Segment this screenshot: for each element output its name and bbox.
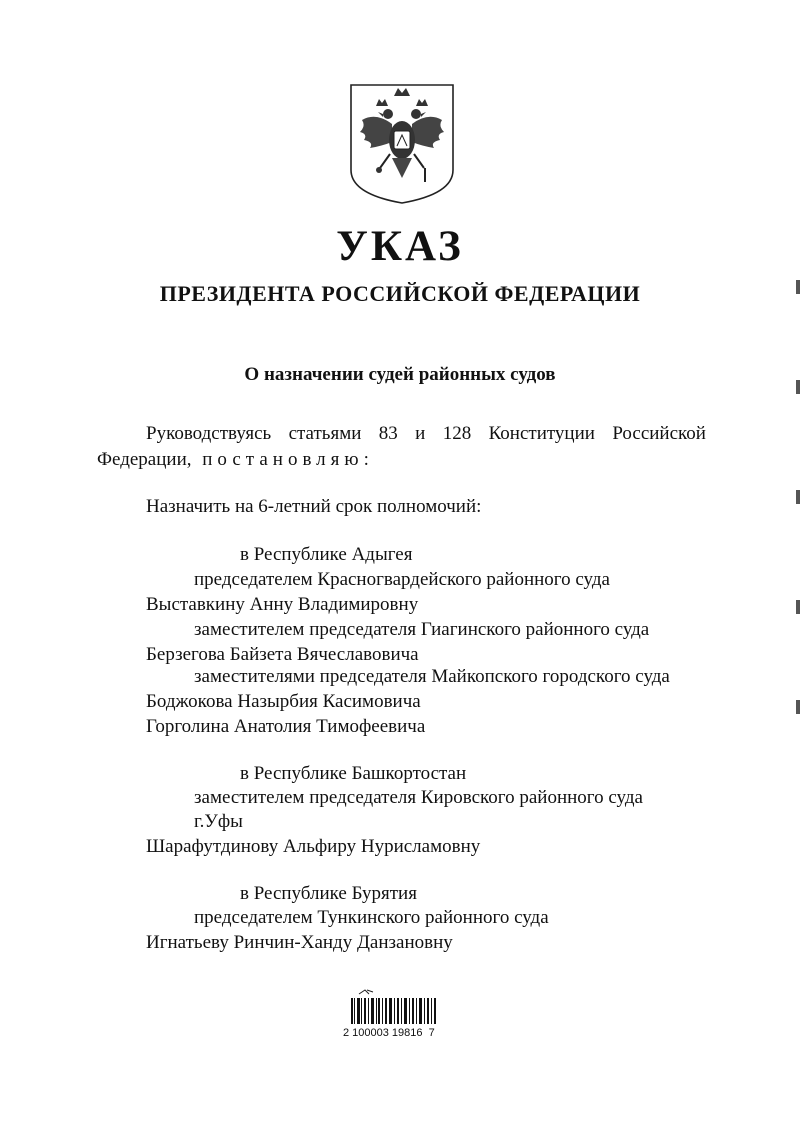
russian-coat-of-arms-icon xyxy=(348,82,456,206)
appointment-role-continued: г.Уфы xyxy=(194,811,243,832)
scan-edge-marks xyxy=(794,250,800,750)
preamble-federation: Федерации, xyxy=(97,449,192,470)
document-title: УКАЗ xyxy=(336,223,464,270)
appointee-name: Горголина Анатолия Тимофеевича xyxy=(146,716,426,737)
document-subtitle: ПРЕЗИДЕНТА РОССИЙСКОЙ ФЕДЕРАЦИИ xyxy=(159,281,641,306)
appointee-name: Выставкину Анну Владимировну xyxy=(146,594,419,615)
appointment-role: заместителями председателя Майкопского городского суда xyxy=(194,666,670,687)
appointee-name: Игнатьеву Ринчин-Ханду Данзановну xyxy=(146,932,453,953)
appointment-role: председателем Тункинского районного суда xyxy=(194,907,549,928)
region-heading: в Республике Башкортостан xyxy=(240,763,467,784)
preamble-word: Российской xyxy=(612,423,706,444)
appointment-role: председателем Красногвардейского районного суда xyxy=(194,569,610,590)
preamble-word: 128 xyxy=(442,423,472,444)
appointment-role: заместителем председателя Кировского районного суда xyxy=(194,787,643,808)
barcode-number: 2 100003 19816 7 xyxy=(343,1027,435,1039)
appoint-line: Назначить на 6-летний срок полномочий: xyxy=(146,496,482,517)
preamble-word: 83 xyxy=(378,423,398,444)
decree-verb: постановляю: xyxy=(202,449,374,470)
preamble-line-2 xyxy=(97,450,374,469)
appointee-name: Берзегова Байзета Вячеславовича xyxy=(146,644,419,665)
appointee-name: Шарафутдинову Альфиру Нурисламовну xyxy=(146,836,481,857)
preamble-word: Конституции xyxy=(488,423,595,444)
region-heading: в Республике Адыгея xyxy=(240,544,413,565)
preamble-word: статьями xyxy=(288,423,362,444)
preamble-line-1 xyxy=(146,424,706,443)
appointee-name: Боджокова Назырбия Касимовича xyxy=(146,691,421,712)
region-heading: в Республике Бурятия xyxy=(240,883,417,904)
appointment-role: заместителем председателя Гиагинского районного суда xyxy=(194,619,650,640)
preamble-word: Руководствуясь xyxy=(146,423,272,444)
decree-heading: О назначении судей районных судов xyxy=(244,364,556,385)
preamble-word: и xyxy=(415,423,426,444)
